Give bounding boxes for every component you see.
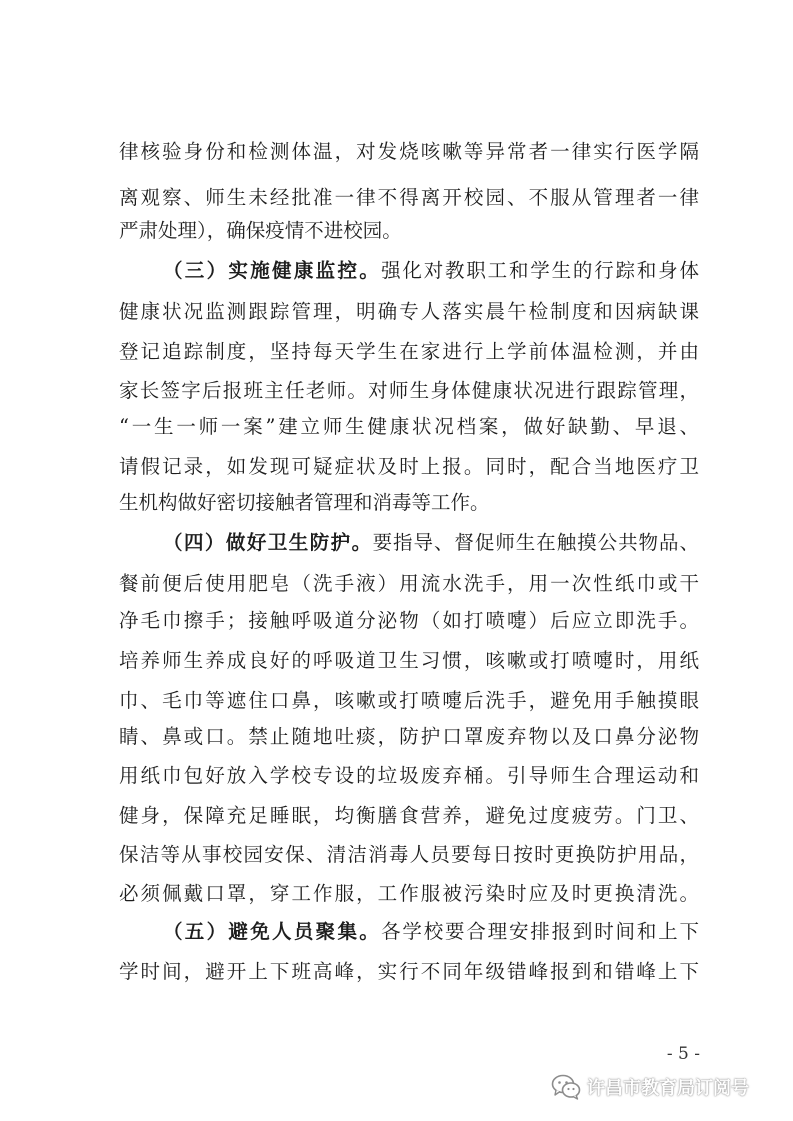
body-line-2: 离观察、师生未经批准一律不得离开校园、不服从管理者一律 [119,186,699,209]
body-line-20: 必须佩戴口罩，穿工作服，工作服被污染时应及时更换清洗。 [119,882,699,905]
section-five-heading-line [163,917,699,947]
body-line-14: 培养师生养成良好的呼吸道卫生习惯，咳嗽或打喷嚏时，用纸 [119,649,699,672]
section-three-heading-line [163,256,699,286]
body-line-12: 餐前便后使用肥皂（洗手液）用流水洗手，用一次性纸巾或干 [119,572,699,595]
body-line-17: 用纸巾包好放入学校专设的垃圾废弃桶。引导师生合理运动和 [119,764,699,787]
page-number: - 5 - [666,1044,700,1064]
body-line-22: 学时间，避开上下班高峰，实行不同年级错峰报到和错峰上下 [119,960,699,983]
section-five-intro: 各学校要合理安排报到时间和上下 [381,920,699,943]
section-four-title: （四）做好卫生防护。 [163,531,373,554]
section-three-title: （三）实施健康监控。 [163,259,382,282]
body-line-5: 健康状况监测跟踪管理，明确专人落实晨午检制度和因病缺课 [119,300,699,323]
section-four-intro: 要指导、督促师生在触摸公共物品、 [372,531,699,554]
section-three-intro: 强化对教职工和学生的行踪和身体 [381,259,699,282]
body-line-7: 家长签字后报班主任老师。对师生身体健康状况进行跟踪管理， [119,379,699,402]
body-line-1: 律核验身份和检测体温，对发烧咳嗽等异常者一律实行医学隔 [119,140,699,163]
body-line-13: 净毛巾擦手；接触呼吸道分泌物（如打喷嚏）后应立即洗手。 [119,609,699,632]
body-line-18: 健身，保障充足睡眠，均衡膳食营养，避免过度疲劳。门卫、 [119,804,699,827]
body-line-3: 严肃处理），确保疫情不进校园。 [119,219,402,242]
body-line-16: 睛、鼻或口。禁止随地吐痰，防护口罩废弃物以及口鼻分泌物 [119,725,699,748]
body-line-10: 生机构做好密切接触者管理和消毒等工作。 [119,491,490,514]
section-four-heading-line [163,528,699,558]
body-line-9: 请假记录，如发现可疑症状及时上报。同时，配合当地医疗卫 [119,455,699,478]
body-line-6: 登记追踪制度，坚持每天学生在家进行上学前体温检测，并由 [119,340,699,363]
section-five-title: （五）避免人员聚集。 [163,920,382,943]
body-line-19: 保洁等从事校园安保、清洁消毒人员要每日按时更换防护用品， [119,843,699,866]
wechat-watermark [551,1070,787,1104]
wechat-icon [551,1074,581,1100]
watermark-text: 许昌市教育局订阅号 [587,1078,749,1099]
body-line-15: 巾、毛巾等遮住口鼻，咳嗽或打喷嚏后洗手，避免用手触摸眼 [119,689,699,712]
body-line-8: “一生一师一案”建立师生健康状况档案，做好缺勤、早退、 [119,415,699,438]
